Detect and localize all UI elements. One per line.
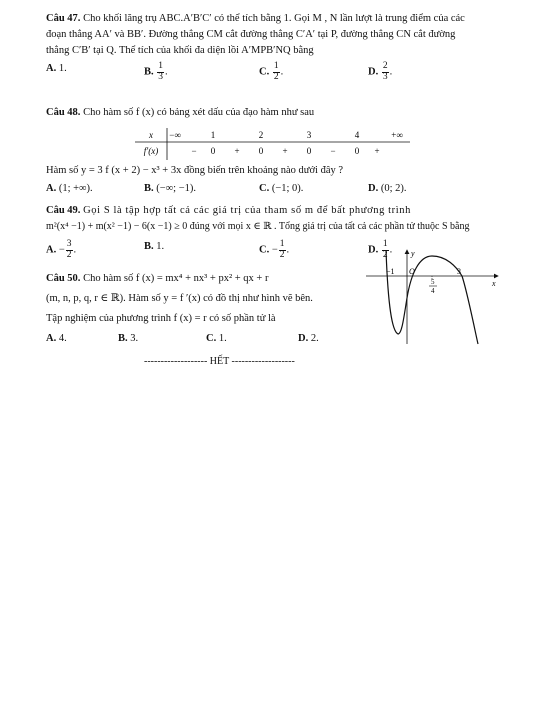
q47-option-d-fraction: [382, 62, 389, 82]
sign-table-sign: +: [282, 146, 288, 156]
q48-option-a-label: A.: [46, 183, 57, 194]
q47-line1: [46, 12, 465, 26]
sign-table-sign: +: [234, 146, 240, 156]
q49-a-num: 3: [66, 239, 72, 249]
q49-option-c-sign: −: [271, 244, 278, 256]
sign-table-sign: 0: [210, 146, 216, 156]
q49-a-den: 2: [66, 249, 72, 260]
sign-table-fprime-label: f′(x): [143, 146, 159, 156]
end-marker: ------------------- HẾT -------------------: [144, 356, 295, 367]
sign-table-x-label: x: [149, 130, 153, 140]
q47-option-a-value: 1.: [58, 63, 67, 74]
q49-option-d[interactable]: D. $\frac{1}{2}$ .: [368, 239, 393, 260]
q49-option-a-label: A.: [46, 244, 57, 256]
graph-tick-frac-den: 4: [431, 287, 435, 295]
q48-question: Hàm số y = 3 f (x + 2) − x³ + 3x đồng biến trên khoảng nào dưới đây ?: [46, 165, 344, 176]
q47-text-line3: thẳng C′B′ tại Q. Thể tích của khối đa diện lồi A′MPB′NQ bằng: [46, 45, 314, 56]
q47-option-b[interactable]: B. $\frac{1}{3}$ .: [144, 61, 168, 82]
sign-table: [135, 128, 410, 160]
graph-x-label: x: [492, 279, 496, 288]
q47-option-d-label: D.: [368, 66, 379, 78]
q50-text-line3: Tập nghiệm của phương trình f (x) = r có số phần tử là: [46, 313, 276, 324]
q48-options: [46, 182, 506, 198]
q50-option-b-label: B.: [118, 333, 128, 344]
graph-y-label: y: [411, 249, 415, 258]
q48-option-c-value: (−1; 0).: [271, 183, 304, 194]
q47-label: Câu 47.: [46, 13, 81, 24]
sign-table-sign: 0: [306, 146, 312, 156]
q48-option-c-label: C.: [259, 183, 270, 194]
q48-option-d-label: D.: [368, 183, 379, 194]
q47-d-num: 2: [382, 61, 388, 71]
q49-option-d-label: D.: [368, 244, 379, 256]
q48-option-b[interactable]: [144, 182, 196, 196]
q47-b-den: 3: [158, 71, 164, 82]
q48-option-b-value: (−∞; −1).: [156, 183, 197, 194]
derivative-graph: [364, 246, 504, 346]
q47-b-num: 1: [158, 61, 164, 71]
sign-table-x-value: 1: [210, 130, 216, 140]
q49-text-line2: m²(x⁴ −1) + m(x² −1) − 6(x −1) ≥ 0 đúng với mọi x ∈ ℝ . Tổng giá trị của tất cả các phần tử thuộc S bằng: [46, 221, 470, 232]
q50-option-d[interactable]: [298, 332, 319, 346]
q47-option-c[interactable]: C. $\frac{1}{2}$ .: [259, 61, 284, 82]
q47-option-b-label: B.: [144, 66, 154, 78]
q48-line1: [46, 106, 314, 120]
q47-text-line2: đoạn thẳng AA′ và BB′. Đường thẳng CM cắt đường thẳng C′A′ tại P, đường thẳng CN cắt đường: [46, 29, 456, 40]
q47-option-b-fraction: [157, 62, 164, 82]
graph-curve: [386, 250, 478, 344]
sign-table-sign: 0: [258, 146, 264, 156]
sign-table-sign: 0: [354, 146, 360, 156]
q50-option-c[interactable]: [206, 332, 227, 346]
q50-line1: [46, 272, 268, 286]
sign-table-sign: −: [191, 146, 197, 156]
sign-table-x-value: 2: [258, 130, 264, 140]
sign-table-x-value: 4: [354, 130, 360, 140]
q50-option-c-value: 1.: [218, 333, 227, 344]
q47-option-c-fraction: [273, 62, 280, 82]
q48-text: Cho hàm số f (x) có bảng xét dấu của đạo hàm như sau: [83, 107, 315, 118]
q49-c-den: 2: [279, 249, 285, 260]
q48-label: Câu 48.: [46, 107, 81, 118]
q48-option-d[interactable]: [368, 182, 407, 196]
q49-option-c-label: C.: [259, 244, 270, 256]
q49-option-c-fraction: [279, 240, 286, 260]
q50-option-c-label: C.: [206, 333, 217, 344]
q47-options: [46, 61, 506, 82]
q49-label: Câu 49.: [46, 205, 81, 216]
q49-d-num: 1: [382, 239, 388, 249]
q50-option-d-value: 2.: [310, 333, 319, 344]
q47-option-a[interactable]: [46, 62, 67, 76]
q49-option-b-label: B.: [144, 241, 154, 252]
q50-option-a-label: A.: [46, 333, 57, 344]
q50-option-a[interactable]: [46, 332, 67, 346]
sign-table-sign: +: [374, 146, 380, 156]
q48-option-c[interactable]: [259, 182, 303, 196]
sign-table-x-value: 3: [306, 130, 312, 140]
q49-option-a-sign: −: [58, 244, 65, 256]
q47-option-d[interactable]: D. $\frac{2}{3}$ .: [368, 61, 393, 82]
q49-option-a[interactable]: A. − $\frac{3}{2}$ .: [46, 239, 77, 260]
q47-option-a-label: A.: [46, 63, 57, 74]
sign-table-x-value: +∞: [391, 130, 403, 140]
q49-text-line1: Gọi S là tập hợp tất cả các giá trị của tham số m để bất phương trình: [83, 205, 411, 216]
q50-option-a-value: 4.: [58, 333, 67, 344]
sign-table-x-value: −∞: [169, 130, 181, 140]
q48-option-a-value: (1; +∞).: [58, 183, 93, 194]
q49-c-num: 1: [279, 239, 285, 249]
q49-option-a-fraction: [66, 240, 73, 260]
q47-text-line1: Cho khối lăng trụ ABC.A′B′C′ có thể tích bằng 1. Gọi M , N lần lượt là trung điểm của các: [83, 13, 465, 24]
q50-text-line2: (m, n, p, q, r ∈ ℝ). Hàm số y = f ′(x) có đồ thị như hình vẽ bên.: [46, 293, 313, 304]
q48-option-d-value: (0; 2).: [380, 183, 407, 194]
q50-label: Câu 50.: [46, 273, 81, 284]
q47-c-num: 1: [273, 61, 279, 71]
graph-tick-neg1: −1: [386, 267, 395, 276]
graph-origin-label: O: [409, 267, 415, 276]
q47-c-den: 2: [273, 71, 279, 82]
q50-option-b[interactable]: [118, 332, 138, 346]
q48-option-a[interactable]: [46, 182, 93, 196]
q47-option-c-label: C.: [259, 66, 270, 78]
q49-d-den: 2: [382, 249, 388, 260]
q47-d-den: 3: [382, 71, 388, 82]
q49-option-b-value: 1.: [156, 241, 165, 252]
q49-option-c[interactable]: C. − $\frac{1}{2}$ .: [259, 239, 290, 260]
sign-table-sign: −: [330, 146, 336, 156]
q50-option-b-value: 3.: [130, 333, 139, 344]
q48-option-b-label: B.: [144, 183, 154, 194]
graph-tick-3: 3: [457, 267, 461, 276]
q50-text-line1: Cho hàm số f (x) = mx⁴ + nx³ + px² + qx + r: [83, 273, 269, 284]
graph-tick-frac-num: 5: [431, 278, 435, 286]
q49-option-b[interactable]: [144, 240, 164, 254]
q49-line1: [46, 204, 411, 218]
q50-option-d-label: D.: [298, 333, 309, 344]
